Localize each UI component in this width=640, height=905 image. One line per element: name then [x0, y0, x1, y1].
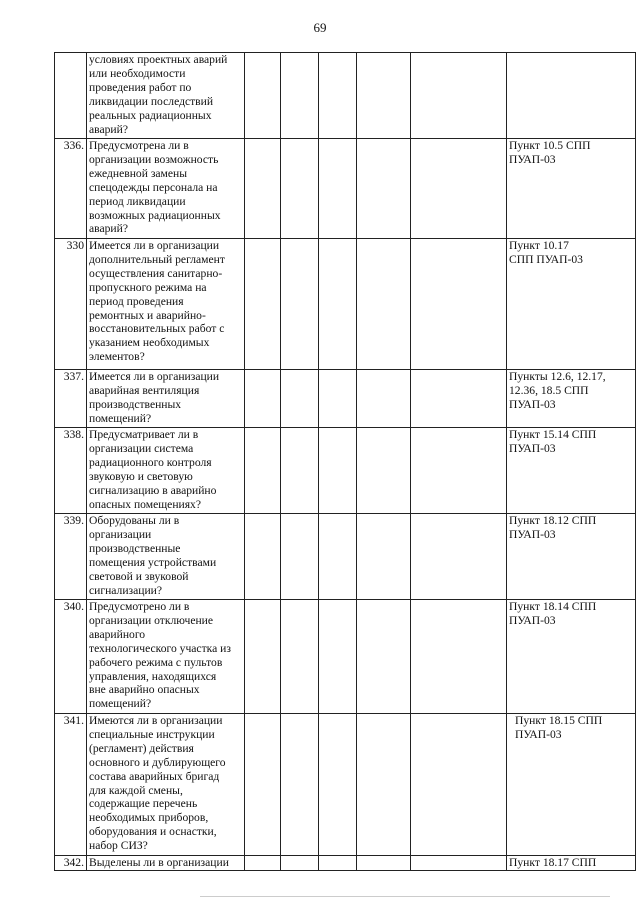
question-text: Предусмотрена ли в организации возможность ежедневной замены спецодежды персонала на период ликвидации возможных радиационных аварий?: [87, 139, 245, 239]
answer-cell: [411, 514, 507, 600]
requirement-reference: Пункт 10.5 СПП ПУАП-03: [507, 139, 636, 239]
answer-cell: [357, 370, 411, 428]
answer-cell: [357, 714, 411, 856]
item-number: 337.: [55, 370, 87, 428]
answer-cell: [245, 600, 281, 714]
table-row: [55, 370, 636, 428]
item-number: 336.: [55, 139, 87, 239]
requirement-reference: Пункт 18.15 СПП ПУАП-03: [507, 714, 636, 856]
answer-cell: [281, 239, 319, 370]
table-row: [55, 139, 636, 239]
answer-cell: [357, 428, 411, 514]
table-row: [55, 600, 636, 714]
table-row: [55, 514, 636, 600]
item-number: 341.: [55, 714, 87, 856]
answer-cell: [319, 428, 357, 514]
table-row: [55, 428, 636, 514]
answer-cell: [281, 428, 319, 514]
answer-cell: [411, 428, 507, 514]
answer-cell: [411, 714, 507, 856]
answer-cell: [319, 714, 357, 856]
question-text: Имеется ли в организации дополнительный регламент осуществления санитарно- пропускного режима на период проведения ремонтных и аварийно- восстановительных работ с указанием необходимых элементов?: [87, 239, 245, 370]
question-text: Оборудованы ли в организации производственные помещения устройствами световой и звуковой сигнализации?: [87, 514, 245, 600]
answer-cell: [319, 370, 357, 428]
answer-cell: [281, 139, 319, 239]
answer-cell: [411, 370, 507, 428]
answer-cell: [357, 600, 411, 714]
requirement-reference: Пункт 18.14 СПП ПУАП-03: [507, 600, 636, 714]
table-row: [55, 53, 636, 139]
answer-cell: [319, 53, 357, 139]
answer-cell: [357, 856, 411, 871]
answer-cell: [245, 856, 281, 871]
answer-cell: [245, 139, 281, 239]
answer-cell: [411, 239, 507, 370]
item-number: 342.: [55, 856, 87, 871]
answer-cell: [319, 139, 357, 239]
answer-cell: [411, 53, 507, 139]
item-number: 340.: [55, 600, 87, 714]
answer-cell: [245, 239, 281, 370]
answer-cell: [319, 514, 357, 600]
item-number: 339.: [55, 514, 87, 600]
question-text: Имеется ли в организации аварийная вентиляция производственных помещений?: [87, 370, 245, 428]
item-number: 338.: [55, 428, 87, 514]
answer-cell: [281, 53, 319, 139]
answer-cell: [281, 600, 319, 714]
answer-cell: [319, 600, 357, 714]
answer-cell: [319, 856, 357, 871]
answer-cell: [357, 139, 411, 239]
requirement-reference: [507, 53, 636, 139]
table-row: [55, 714, 636, 856]
page-bottom-rule: [200, 896, 610, 897]
table-row: [55, 239, 636, 370]
answer-cell: [245, 53, 281, 139]
requirement-reference: Пункт 10.17 СПП ПУАП-03: [507, 239, 636, 370]
answer-cell: [245, 514, 281, 600]
answer-cell: [411, 600, 507, 714]
table-row: [55, 856, 636, 871]
page-number: 69: [313, 20, 327, 35]
item-number: 330: [55, 239, 87, 370]
question-text: Предусматривает ли в организации система радиационного контроля звуковую и световую сигнализацию в аварийно опасных помещениях?: [87, 428, 245, 514]
answer-cell: [319, 239, 357, 370]
question-text: Имеются ли в организации специальные инструкции (регламент) действия основного и дублирующего состава аварийных бригад для каждой смены, содержащие перечень необходимых приборов, оборудования и оснастки, набор СИЗ?: [87, 714, 245, 856]
answer-cell: [245, 370, 281, 428]
item-number: [55, 53, 87, 139]
answer-cell: [357, 514, 411, 600]
requirement-reference: Пункт 15.14 СПП ПУАП-03: [507, 428, 636, 514]
answer-cell: [281, 856, 319, 871]
requirement-reference: Пункты 12.6, 12.17, 12.36, 18.5 СПП ПУАП-03: [507, 370, 636, 428]
requirement-reference: Пункт 18.17 СПП: [507, 856, 636, 871]
answer-cell: [281, 514, 319, 600]
answer-cell: [357, 239, 411, 370]
question-text: Выделены ли в организации: [87, 856, 245, 871]
question-text: Предусмотрено ли в организации отключение аварийного технологического участка из рабочего режима с пультов управления, находящихся вне аварийно опасных помещений?: [87, 600, 245, 714]
answer-cell: [281, 370, 319, 428]
answer-cell: [245, 714, 281, 856]
answer-cell: [245, 428, 281, 514]
checklist-table: [54, 52, 636, 871]
question-text: условиях проектных аварий или необходимости проведения работ по ликвидации последствий реальных радиационных аварий?: [87, 53, 245, 139]
requirement-reference: Пункт 18.12 СПП ПУАП-03: [507, 514, 636, 600]
answer-cell: [411, 139, 507, 239]
answer-cell: [281, 714, 319, 856]
answer-cell: [357, 53, 411, 139]
answer-cell: [411, 856, 507, 871]
